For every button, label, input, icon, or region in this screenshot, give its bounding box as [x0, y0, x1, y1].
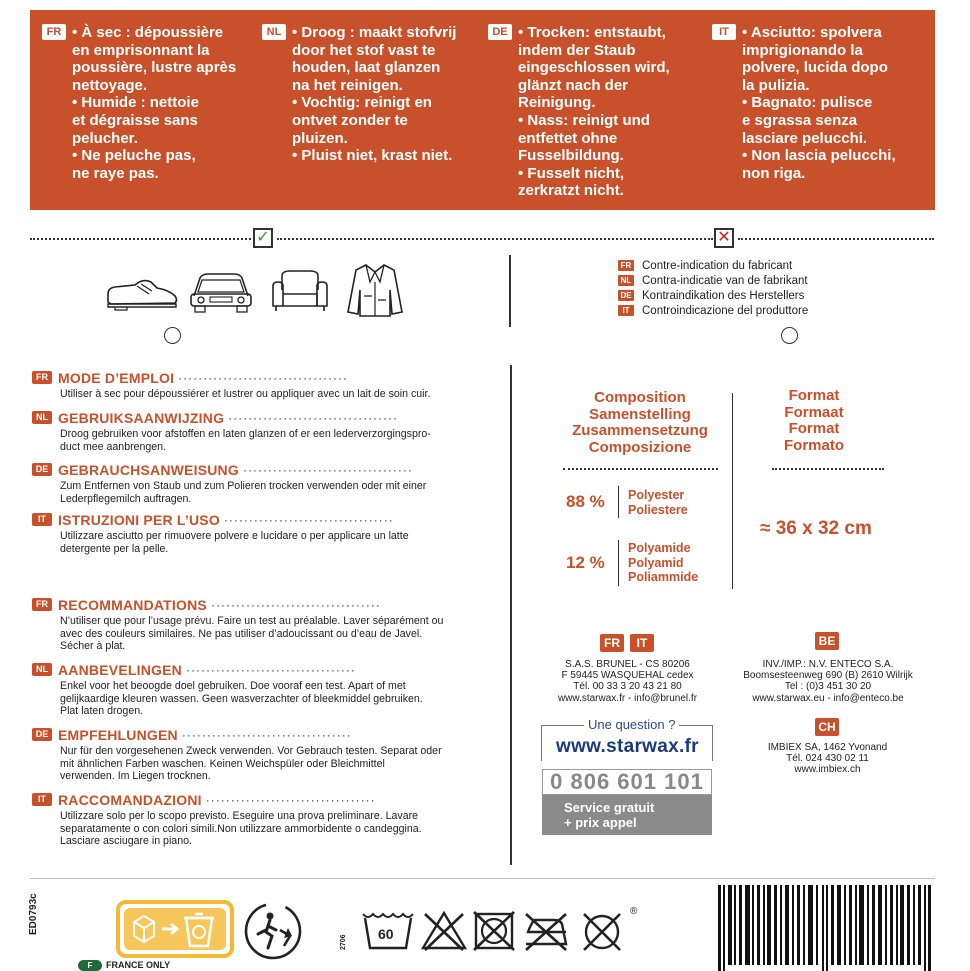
- banner-line: e sgrassa senza: [742, 111, 858, 129]
- instructions-it: IT ISTRUZIONI PER L’USO ·································· Utilizzare asciutto per rimuovere polvere e lucidare o per applicare un latte detergente per la pelle.: [32, 511, 482, 555]
- barcode-icon: [718, 885, 932, 971]
- section-title: RECOMMANDATIONS: [58, 596, 207, 613]
- section-text: duct mee aanbrengen.: [60, 440, 167, 453]
- format-title-line: Formaat: [784, 403, 844, 421]
- banner-line: • Ne peluche pas,: [72, 147, 196, 165]
- section-text: Utiliser à sec pour dépoussiérer et lustrer ou appliquer avec un lait de soin cuir.: [60, 388, 431, 400]
- material-name: Poliammide: [628, 570, 699, 584]
- banner-line: • Asciutto: spolvera: [742, 24, 882, 41]
- banner-line: • Fusselt nicht,: [518, 164, 625, 182]
- section-text: separatamente o con colori simili.Non utilizzare ammorbidente o candeggina.: [60, 822, 422, 835]
- service-line: Service gratuit: [564, 800, 655, 815]
- contra-indication-it: [618, 305, 808, 317]
- banner-line: poussière, lustre après: [72, 59, 237, 77]
- car-icon: [188, 270, 254, 314]
- brunel-address: [540, 659, 715, 704]
- section-title: GEBRUIKSAANWIJZING: [58, 409, 225, 426]
- composition-material: [628, 488, 688, 517]
- banner-line: zerkratzt nicht.: [518, 182, 624, 200]
- section-text: verwenden. Im Liegen trocknen.: [60, 770, 211, 783]
- banner-line: non riga.: [742, 164, 806, 182]
- not-suitable-radio[interactable]: [781, 327, 798, 344]
- lang-tag: DE: [32, 463, 52, 476]
- banner-line: • Non lascia pelucchi,: [742, 147, 896, 165]
- triman-recycle-box: [116, 900, 234, 958]
- vertical-divider: [509, 255, 511, 327]
- banner-line: glänzt nach der: [518, 76, 629, 94]
- format-title-line: Format: [788, 420, 840, 437]
- product-code: ED0793c: [28, 893, 39, 935]
- banner-line: • Vochtig: reinigt en: [292, 94, 432, 112]
- vertical-divider: [510, 365, 512, 865]
- material-name: Polyester: [628, 488, 685, 502]
- country-badge-ch: CH: [815, 718, 839, 736]
- recycle-bin-icon: [120, 904, 230, 954]
- format-size: ≈ 36 x 32 cm: [760, 518, 872, 539]
- instructions-nl: NL GEBRUIKSAANWIJZING ·································· Droog gebruiken voor afstoffen en laten glanzen of er een lederverzorgingspro- duct mee aanbrengen.: [32, 409, 482, 453]
- banner-line: houden, laat glanzen: [292, 59, 441, 77]
- banner-line: • Trocken: entstaubt,: [518, 24, 666, 41]
- address-line[interactable]: www.imbiex.ch: [794, 764, 861, 776]
- banner-line: imprigionando la: [742, 41, 863, 59]
- not-suitable-cross-icon: ✕: [714, 228, 734, 248]
- dotted-separator: [30, 238, 255, 240]
- imbiex-address: [740, 742, 915, 776]
- contra-indication-fr: [618, 260, 792, 272]
- features-banner: [30, 10, 935, 210]
- instructions-fr: FR MODE D’EMPLOI ·································· Utiliser à sec pour dépoussiérer et lustrer ou appliquer avec un lait de soin cuir.: [32, 369, 482, 401]
- section-text: Lasciare asciugare in piano.: [60, 835, 192, 848]
- section-text: Utilizzare solo per lo scopo previsto. Eseguire una prova preliminare. Lavare: [60, 810, 419, 822]
- banner-line: eingeschlossen wird,: [518, 59, 670, 77]
- contra-text: Controindicazione del produttore: [642, 305, 809, 317]
- dotted-separator: [277, 238, 713, 240]
- address-line[interactable]: www.starwax.fr - info@brunel.fr: [557, 692, 698, 704]
- service-badge: [542, 795, 712, 835]
- section-text: N’utiliser que pour l’usage prévu. Faire un test au préalable. Laver séparément ou: [60, 615, 444, 627]
- question-label: Une question ?: [584, 717, 679, 732]
- contra-indication-nl: [618, 275, 808, 287]
- france-only-text: FRANCE ONLY: [106, 960, 171, 970]
- section-title: RACCOMANDAZIONI: [58, 791, 202, 808]
- banner-line: la pulizia.: [742, 76, 810, 94]
- lang-tag: DE: [488, 24, 512, 40]
- address-line: F 59445 WASQUEHAL cedex: [561, 670, 694, 682]
- banner-line: Fusselbildung.: [518, 147, 624, 165]
- vertical-divider: [618, 486, 619, 518]
- no-tumble-dry-icon: [472, 910, 516, 952]
- small-code: 2706: [340, 934, 347, 950]
- registered-mark: ®: [630, 906, 638, 917]
- website-link[interactable]: www.starwax.fr: [556, 736, 699, 757]
- material-name: Polyamid: [628, 555, 684, 570]
- banner-line: na het reinigen.: [292, 76, 403, 94]
- section-text: Zum Entfernen von Staub und zum Polieren trocken verwenden oder mit einer: [60, 480, 427, 492]
- address-line: INV./IMP.: N.V. ENTECO S.A.: [762, 659, 894, 670]
- composition-material: [628, 541, 698, 585]
- banner-line: pelucher.: [72, 129, 138, 147]
- lang-tag: DE: [618, 290, 634, 301]
- france-only-label: [78, 960, 170, 971]
- section-title: GEBRAUCHSANWEISUNG: [58, 461, 239, 478]
- address-line[interactable]: www.starwax.eu - info@enteco.be: [752, 692, 904, 704]
- suitable-check-icon: ✓: [253, 228, 273, 248]
- contra-text: Contre-indication du fabricant: [642, 260, 793, 272]
- instructions-de: DE GEBRAUCHSANWEISUNG ·································· Zum Entfernen von Staub und zum Polieren trocken verwenden oder mit einer Lederpflegemilch auftragen.: [32, 461, 482, 505]
- banner-line: indem der Staub: [518, 41, 636, 59]
- banner-line: polvere, lucida dopo: [742, 59, 888, 77]
- composition-title-line: Composition: [594, 389, 686, 406]
- lang-tag: FR: [618, 260, 634, 271]
- address-line: Tél. 024 430 02 11: [786, 753, 869, 765]
- section-text: detergente per la pelle.: [60, 542, 169, 555]
- material-name: Polyamide: [628, 541, 691, 555]
- banner-line: door het stof vast te: [292, 41, 436, 59]
- footer-divider: [30, 878, 935, 879]
- section-text: gelijkaardige kleuren wassen. Geen wasverzachter of bleekmiddel gebruiken.: [60, 692, 423, 705]
- section-text: mit ähnlichen Farben waschen. Keinen Weichspüler oder Bleichmittel: [60, 757, 385, 770]
- banner-line: • Humide : nettoie: [72, 94, 199, 112]
- section-text: Enkel voor het beoogde doel gebruiken. Doe vooraf een test. Apart of met: [60, 680, 406, 692]
- suitable-radio[interactable]: [164, 327, 181, 344]
- banner-line: • Nass: reinigt und: [518, 111, 650, 129]
- lang-tag: FR: [32, 598, 52, 611]
- section-text: Nur für den vorgesehenen Zweck verwenden. Vor Gebrauch testen. Separat oder: [60, 745, 442, 757]
- section-text: Utilizzare asciutto per rimuovere polvere e lucidare o per applicare un latte: [60, 530, 409, 542]
- banner-line: • Bagnato: pulisce: [742, 94, 873, 112]
- banner-line: lasciare pelucchi.: [742, 129, 868, 147]
- lang-tag: NL: [32, 411, 52, 424]
- composition-title-line: Samenstelling: [589, 405, 691, 423]
- address-line: IMBIEX SA, 1462 Yvonand: [767, 742, 888, 753]
- lang-tag: NL: [32, 663, 52, 676]
- banner-line: Reinigung.: [518, 94, 596, 112]
- dotted-separator: [738, 238, 934, 240]
- address-line: Tél. 00 33 3 20 43 21 80: [573, 681, 682, 693]
- recommendations-de: DE EMPFEHLUNGEN ·································· Nur für den vorgesehenen Zweck verwenden. Vor Gebrauch testen. Separat oder mit ähnlichen Farben waschen. Keinen Weichspüler oder Bleichmittel verwenden. Im Liegen trocknen.: [32, 726, 482, 783]
- no-iron-icon: [520, 910, 572, 952]
- service-line: + prix appel: [564, 815, 637, 830]
- country-badge-fr: FR: [600, 634, 624, 652]
- dotted-separator: [563, 468, 718, 470]
- composition-percent: 12 %: [566, 553, 605, 572]
- banner-line: nettoyage.: [72, 76, 148, 94]
- lang-tag: IT: [618, 305, 634, 316]
- vertical-divider: [618, 540, 619, 586]
- lang-tag: FR: [42, 24, 66, 40]
- enteco-address: [728, 659, 928, 704]
- address-line: Boomsesteenweg 690 (B) 2610 Wilrijk: [743, 670, 913, 682]
- composition-percent: 88 %: [566, 492, 605, 511]
- banner-line: ontvet zonder te: [292, 111, 408, 129]
- banner-line: • À sec : dépoussière: [72, 24, 224, 41]
- material-name: Poliestere: [628, 502, 688, 517]
- vertical-divider: [732, 393, 733, 589]
- composition-title-line: Composizione: [588, 438, 692, 456]
- contra-text: Kontraindikation des Herstellers: [642, 290, 805, 302]
- lang-tag: IT: [32, 513, 52, 526]
- country-badge-it: IT: [630, 634, 654, 652]
- france-badge: F: [78, 960, 102, 971]
- contra-text: Contra-indicatie van de fabrikant: [642, 275, 808, 287]
- address-line: S.A.S. BRUNEL - CS 80206: [565, 659, 690, 670]
- banner-line: pluizen.: [292, 129, 348, 147]
- phone-number[interactable]: 0 806 601 101: [542, 769, 712, 795]
- section-title: EMPFEHLUNGEN: [58, 726, 178, 743]
- banner-line: • Droog : maakt stofvrij: [292, 24, 457, 41]
- banner-line: et dégraisse sans: [72, 111, 198, 129]
- section-text: avec des couleurs similaires. Ne pas utiliser d’adoucissant ou d’eau de Javel.: [60, 627, 423, 640]
- section-title: MODE D’EMPLOI: [58, 369, 175, 386]
- dotted-separator: [772, 468, 884, 470]
- no-bleach-icon: [420, 910, 468, 952]
- lang-tag: IT: [712, 24, 736, 40]
- lang-tag: DE: [32, 728, 52, 741]
- shoe-icon: [105, 272, 179, 312]
- format-title-line: Formato: [784, 436, 844, 454]
- lang-tag: FR: [32, 371, 52, 384]
- triman-icon: [242, 900, 304, 962]
- composition-title: [560, 390, 720, 456]
- address-line: Tel : (0)3 451 30 20: [784, 681, 872, 693]
- jacket-icon: [346, 262, 404, 318]
- lang-tag: IT: [32, 793, 52, 806]
- composition-title-line: Zusammensetzung: [572, 422, 708, 439]
- recommendations-fr: FR RECOMMANDATIONS ·································· N’utiliser que pour l’usage prévu. Faire un test au préalable. Laver séparément ou avec des couleurs similaires. Ne pas utiliser d’adoucissant ou d’eau de Javel. Sécher à plat.: [32, 596, 482, 653]
- section-title: AANBEVELINGEN: [58, 661, 182, 678]
- section-title: ISTRUZIONI PER L’USO: [58, 511, 220, 528]
- country-badge-be: BE: [815, 632, 839, 650]
- banner-line: en emprisonnant la: [72, 41, 210, 59]
- wash-temperature: 60: [378, 926, 394, 942]
- format-title-line: Format: [788, 387, 840, 404]
- banner-line: ne raye pas.: [72, 164, 159, 182]
- format-title: [755, 388, 873, 454]
- recommendations-nl: NL AANBEVELINGEN ·································· Enkel voor het beoogde doel gebruiken. Doe vooraf een test. Apart of met gelijkaardige kleuren wassen. Geen wasverzachter of bleekmiddel gebruiken. Plat laten drogen.: [32, 661, 482, 718]
- section-text: Droog gebruiken voor afstoffen en laten glanzen of er een lederverzorgingspro-: [60, 428, 431, 440]
- lang-tag: NL: [262, 24, 286, 40]
- section-text: Sécher à plat.: [60, 640, 126, 653]
- recommendations-it: IT RACCOMANDAZIONI ·································· Utilizzare solo per lo scopo previsto. Eseguire una prova preliminare. Lavare separatamente o con colori simili.Non utilizzare ammorbidente o candeggina. Lasciare asciugare in piano.: [32, 791, 482, 848]
- banner-line: • Pluist niet, krast niet.: [292, 147, 453, 165]
- lang-tag: NL: [618, 275, 634, 286]
- contra-indication-de: [618, 290, 804, 302]
- section-text: Plat laten drogen.: [60, 705, 144, 718]
- section-text: Lederpflegemilch auftragen.: [60, 492, 192, 505]
- armchair-icon: [270, 268, 330, 314]
- banner-line: entfettet ohne: [518, 129, 618, 147]
- no-dry-clean-icon: [578, 908, 626, 954]
